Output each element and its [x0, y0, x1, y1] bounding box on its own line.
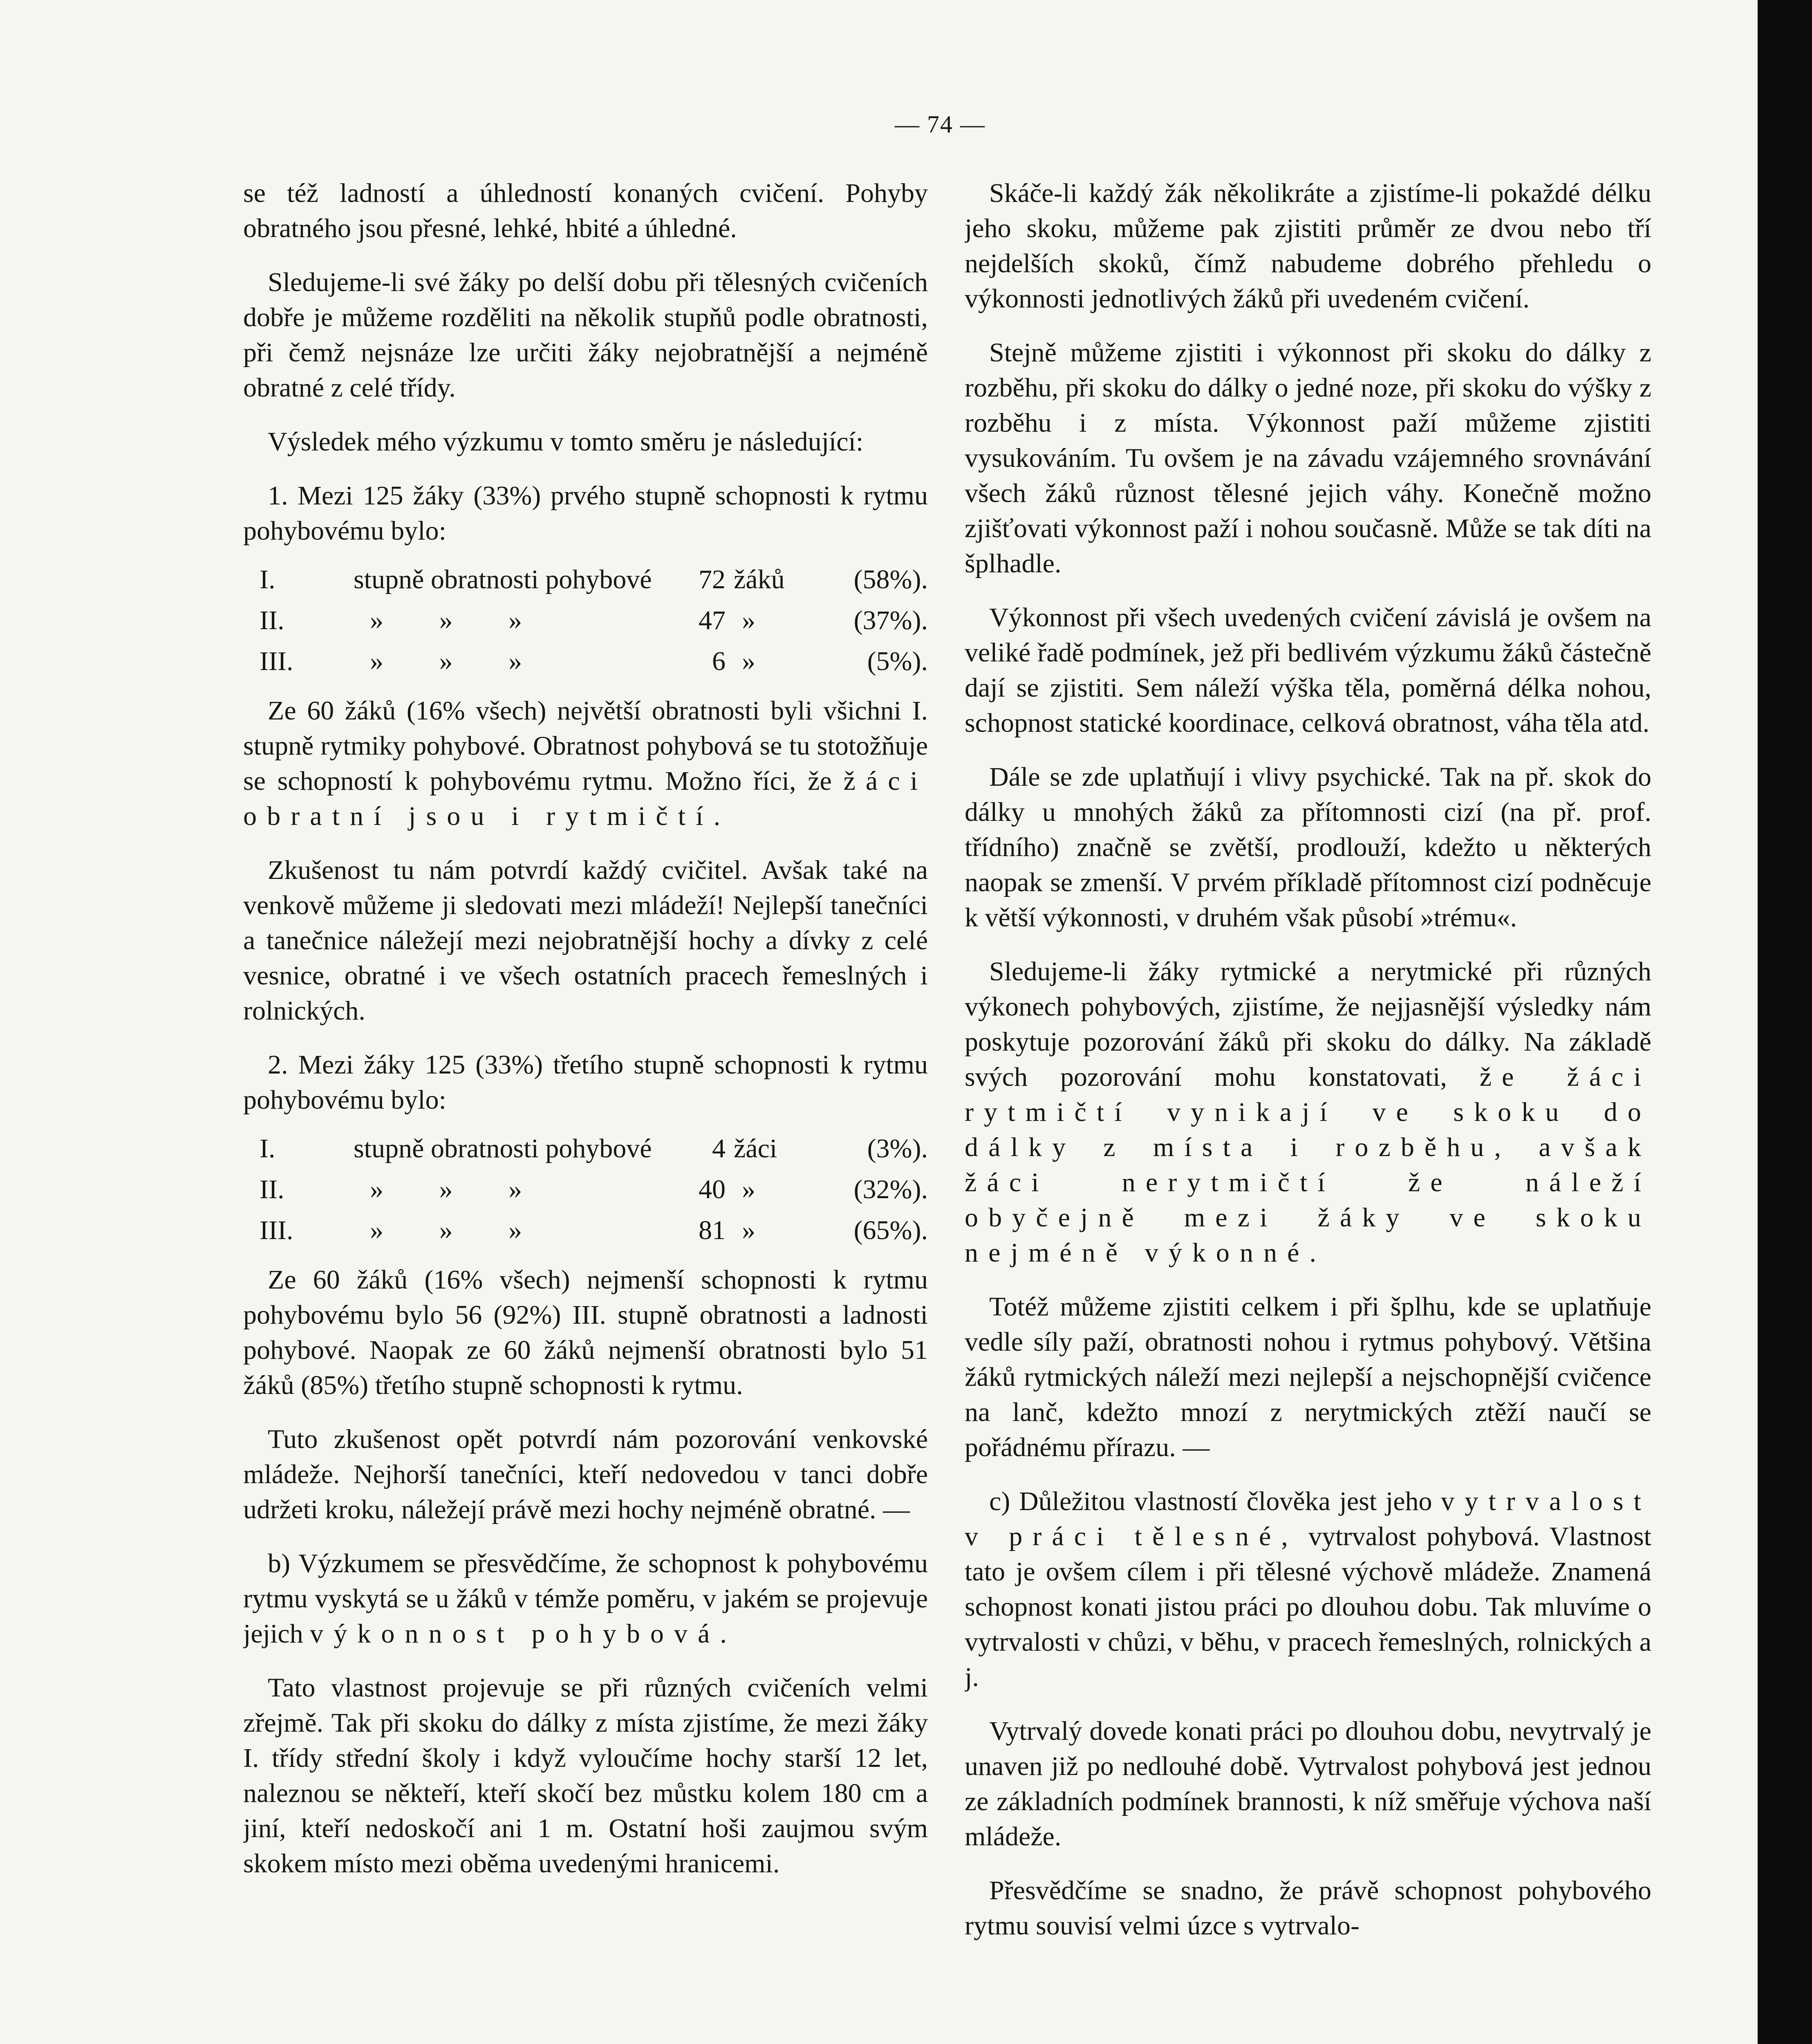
spaced-emphasis: že žáci rytmičtí vynikají ve skoku do dálky z místa i rozběhu, avšak žáci nerytmičtí že náleží obyčejně mezi žáky ve skoku nejméně výkonné. [965, 1062, 1651, 1268]
paragraph: 2. Mezi žáky 125 (33%) třetího stupně schopnosti k rytmu pohybovému bylo: [243, 1050, 928, 1115]
paragraph-text: c) Důležitou vlastností člověka jest jeho [989, 1486, 1432, 1516]
paragraph [965, 954, 1651, 1271]
table-cell-percent: (32%). [853, 1174, 928, 1204]
table-cell-unit: žáků [734, 565, 785, 594]
paragraph: Stejně můžeme zjistiti i výkonnost při skoku do dálky z rozběhu, při skoku do dálky o jedné noze, při skoku do výšky z rozběhu i z místa. Výkonnost paží můžeme zjistiti vysukováním. Tu ovšem je na závadu vzájemného srovnávání všech žáků různost tělesné jejich váhy. Konečně možno zjišťovati výkonnost paží i nohou současně. Může se tak díti na šplhadle. [965, 338, 1651, 578]
table-cell-rank: I. [260, 565, 275, 594]
table-cell-unit: » [742, 646, 755, 676]
table-row [243, 1210, 928, 1251]
right-text-column [965, 176, 1651, 2044]
paragraph: Zkušenost tu nám potvrdí každý cvičitel. Avšak také na venkově můžeme ji sledovati mezi mládeží! Nejlepší tanečníci a tanečnice náležejí mezi nejobratnější hochy a dívky z celé vesnice, obratné i ve všech ostatních pracech řemeslných i rolnických. [243, 855, 928, 1026]
paragraph-text: vytrvalost pohybová. Vlastnost tato je ovšem cílem i při tělesné výchově mládeže. Znamená schopnost konati jistou práci po dlouhou dobu. Tak mluvíme o vytrvalosti v chůzi, v běhu, v pracech řemeslných, rolnických a j. [965, 1522, 1651, 1692]
table-cell-unit: » [742, 605, 755, 635]
table-cell-count: 47 [699, 605, 726, 635]
table-cell-label: stupně obratnosti pohybové [354, 1134, 652, 1163]
table-cell-percent: (3%). [867, 1134, 928, 1163]
paragraph: Výkonnost při všech uvedených cvičení závislá je ovšem na veliké řadě podmínek, jež při bedlivém výzkumu žáků částečně dají se zjistiti. Sem náleží výška těla, poměrná délka nohou, schopnost statické koordinace, celková obratnost, váha těla atd. [965, 603, 1651, 738]
table-cell-count: 4 [712, 1134, 726, 1163]
paragraph-text: Sledujeme-li žáky rytmické a nerytmické při různých výkonech pohybových, zjistíme, že nejjasnější výsledky nám poskytuje pozorování žáků při skoku do dálky. Na základě svých pozorování mohu konstatovati, [965, 957, 1651, 1092]
paragraph [243, 1546, 928, 1652]
table-cell-rank: III. [260, 1215, 293, 1245]
table-cell-percent: (5%). [867, 646, 928, 676]
table-cell-unit: žáci [734, 1134, 777, 1163]
statistics-table-third-stage [243, 1128, 928, 1251]
paragraph: Tuto zkušenost opět potvrdí nám pozorování venkovské mládeže. Nejhorší tanečníci, kteří nedovedou v tanci dobře udržeti kroku, náležejí právě mezi hochy nejméně obratné. — [243, 1424, 928, 1524]
table-cell-rank: III. [260, 646, 293, 676]
statistics-table-first-stage [243, 559, 928, 682]
page-number: — 74 — [895, 111, 986, 138]
table-cell-label: » » » [370, 605, 522, 635]
table-cell-percent: (58%). [853, 565, 928, 594]
table-cell-percent: (65%). [853, 1215, 928, 1245]
table-cell-count: 6 [712, 646, 726, 676]
table-row [243, 1128, 928, 1169]
table-cell-label: » » » [370, 646, 522, 676]
table-cell-unit: » [742, 1174, 755, 1204]
left-text-column [243, 176, 928, 2044]
table-cell-rank: II. [260, 1174, 284, 1204]
table-cell-unit: » [742, 1215, 755, 1245]
spaced-emphasis: výkonnost pohybová. [310, 1619, 737, 1649]
paragraph: 1. Mezi 125 žáky (33%) prvého stupně schopnosti k rytmu pohybovému bylo: [243, 481, 928, 546]
paragraph [243, 693, 928, 834]
table-cell-percent: (37%). [853, 605, 928, 635]
paragraph: Výsledek mého výzkumu v tomto směru je následující: [268, 427, 864, 457]
paragraph: Sledujeme-li své žáky po delší dobu při tělesných cvičeních dobře je můžeme rozděliti na několik stupňů podle obratnosti, při čemž nejsnáze lze určiti žáky nejobratnější a nejméně obratné z celé třídy. [243, 267, 928, 403]
paragraph: Přesvědčíme se snadno, že právě schopnost pohybového rytmu souvisí velmi úzce s vytrvalo- [965, 1876, 1651, 1941]
table-cell-label: stupně obratnosti pohybové [354, 565, 652, 594]
paragraph: Tato vlastnost projevuje se při různých cvičeních velmi zřejmě. Tak při skoku do dálky z místa zjistíme, že mezi žáky I. třídy střední školy i když vyloučíme hochy starší 12 let, naleznou se někteří, kteří skočí bez můstku kolem 180 cm a jiní, kteří nedoskočí ani 1 m. Ostatní hoši zaujmou svým skokem místo mezi oběma uvedenými hranicemi. [243, 1673, 928, 1878]
paragraph: Skáče-li každý žák několikráte a zjistíme-li pokaždé délku jeho skoku, můžeme pak zjistiti průměr ze dvou nebo tří nejdelších skoků, čímž nabudeme dobrého přehledu o výkonnosti jednotlivých žáků při uvedeném cvičení. [965, 178, 1651, 314]
spaced-emphasis: vytrvalost v práci tělesné, [965, 1486, 1651, 1551]
paragraph-text: b) Výzkumem se přesvědčíme, že schopnost k pohybovému rytmu vyskytá se u žáků v témže poměru, v jakém se projevuje jejich [243, 1549, 928, 1649]
table-cell-count: 81 [699, 1215, 726, 1245]
table-row [243, 559, 928, 600]
table-cell-count: 72 [699, 565, 726, 594]
table-row [243, 641, 928, 682]
paragraph: Totéž můžeme zjistiti celkem i při šplhu, kde se uplatňuje vedle síly paží, obratnosti nohou i rytmus pohybový. Většina žáků rytmických náleží mezi nejlepší a nejschopnější cvičence na lanč, kdežto mnozí z nerytmických ztěží naučí se pořádnému přírazu. — [965, 1292, 1651, 1462]
table-cell-label: » » » [370, 1215, 522, 1245]
paragraph-text: Ze 60 žáků (16% všech) největší obratnosti byli všichni I. stupně rytmiky pohybové. Obratnost pohybová se tu stotožňuje se schopností k pohybovému rytmu. Možno říci, že [243, 696, 928, 796]
paragraph: Vytrvalý dovede konati práci po dlouhou dobu, nevytrvalý je unaven již po nedlouhé době. Vytrvalost pohybová jest jednou ze základních podmínek brannosti, k níž směřuje výchova naší mládeže. [965, 1716, 1651, 1851]
paragraph: se též ladností a úhledností konaných cvičení. Pohyby obratného jsou přesné, lehké, hbité a úhledné. [243, 178, 928, 243]
table-cell-count: 40 [699, 1174, 726, 1204]
spaced-emphasis: žáci obratní jsou i rytmičtí. [243, 766, 928, 831]
paragraph: Ze 60 žáků (16% všech) nejmenší schopnosti k rytmu pohybovému bylo 56 (92%) III. stupně obratnosti a ladnosti pohybové. Naopak ze 60 žáků nejmenší obratnosti bylo 51 žáků (85%) třetího stupně schopnosti k rytmu. [243, 1265, 928, 1400]
paragraph: Dále se zde uplatňují i vlivy psychické. Tak na př. skok do dálky u mnohých žáků za přítomnosti cizí (na př. prof. třídního) značně se zvětší, prodlouží, kdežto u některých naopak se zmenší. V prvém příkladě přítomnost cizí podněcuje k větší výkonnosti, v druhém však působí »trému«. [965, 762, 1651, 932]
table-cell-label: » » » [370, 1174, 522, 1204]
table-row [243, 600, 928, 641]
table-cell-rank: I. [260, 1134, 275, 1163]
table-cell-rank: II. [260, 605, 284, 635]
paragraph [965, 1484, 1651, 1695]
table-row [243, 1169, 928, 1210]
scan-edge-strip [1758, 0, 1812, 2044]
